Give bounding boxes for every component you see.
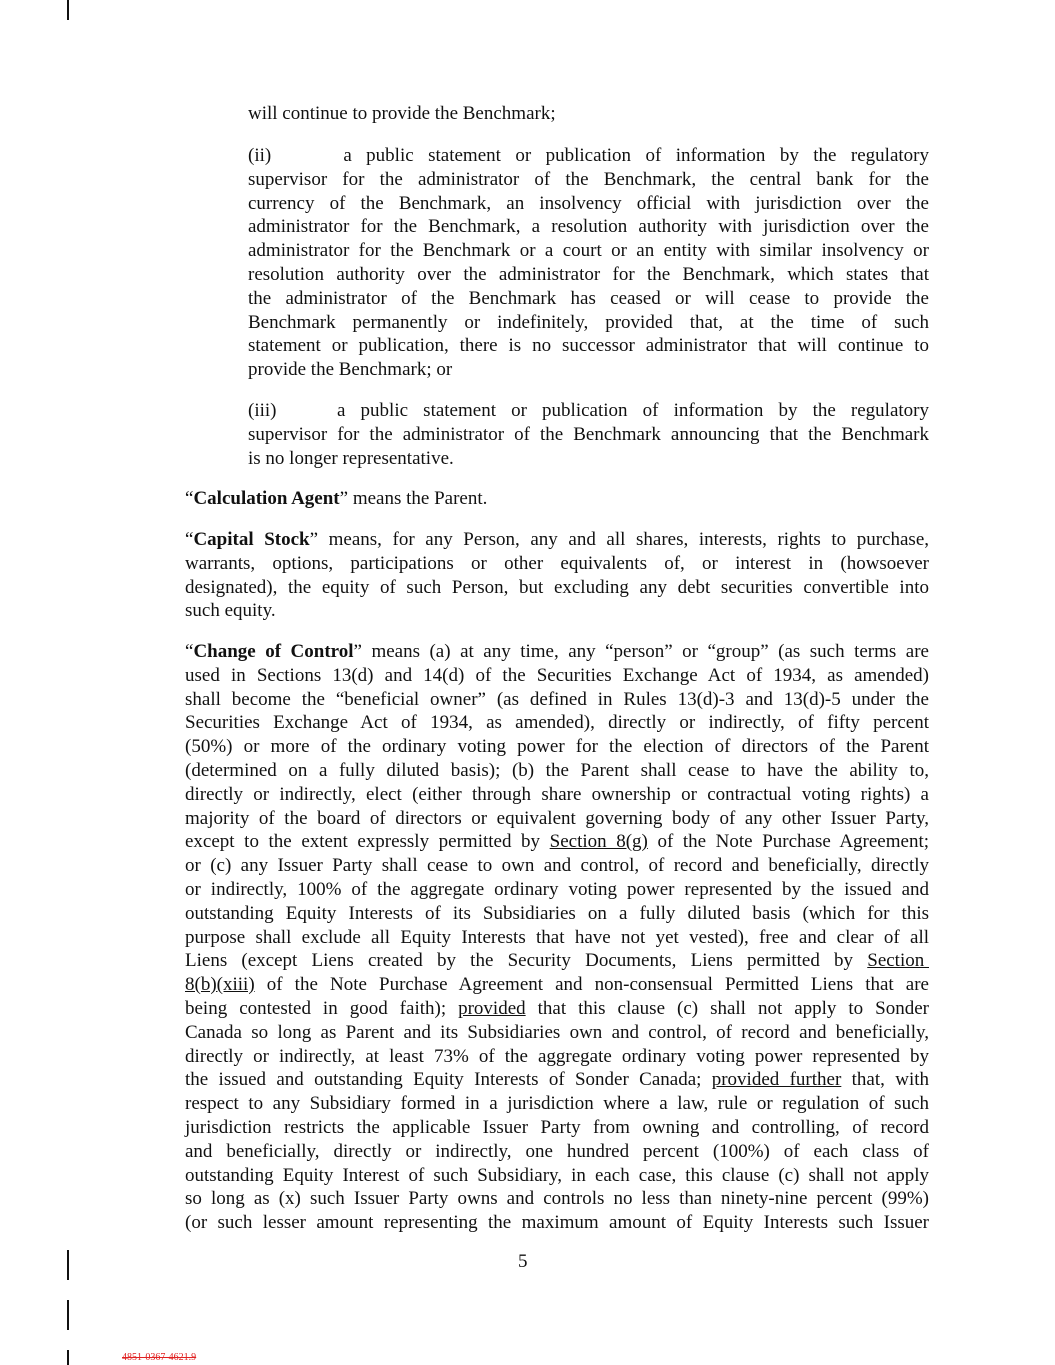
paragraph [185, 487, 929, 511]
text-line [185, 664, 929, 688]
text-line [185, 1116, 929, 1140]
text-run: being contested in good faith); [185, 997, 459, 1019]
text-line [248, 168, 929, 192]
text-line [248, 239, 929, 263]
cross-reference: provided [458, 997, 526, 1019]
text-line [248, 215, 929, 239]
text-line [248, 399, 929, 423]
change-bar [67, 1300, 69, 1330]
paragraph [248, 399, 929, 470]
text-run: outstanding Equity Interests of its Subsidiaries on a fully diluted basis (which for this [185, 902, 929, 924]
paragraph [185, 640, 929, 1235]
text-run: “ [185, 488, 194, 509]
text-run: respect to any Subsidiary formed in a jurisdiction where a law, rule or regulation of such [185, 1093, 929, 1115]
text-run: ” means (a) at any time, any “person” or “group” (as such terms are [353, 641, 929, 662]
text-line [248, 287, 929, 311]
text-run: of the Note Purchase Agreement; [647, 831, 930, 853]
text-run: used in Sections 13(d) and 14(d) of the Securities Exchange Act of 1934, as amended) [185, 664, 929, 686]
text-line [185, 830, 929, 854]
text-line [185, 902, 929, 926]
text-line [185, 1164, 929, 1188]
text-line [185, 640, 929, 664]
paragraph [248, 102, 929, 126]
text-run: (or such lesser amount representing the maximum amount of Equity Interests such Issuer [185, 1212, 929, 1234]
text-run: of the Note Purchase Agreement and non-consensual Permitted Liens that are [254, 974, 929, 996]
text-run: that this clause (c) shall not apply to Sonder [525, 997, 929, 1019]
text-run: “ [185, 641, 194, 662]
text-line [185, 1092, 929, 1116]
text-line [185, 949, 929, 973]
text-line [248, 192, 929, 216]
text-run: ” means the Parent. [339, 488, 488, 509]
text-run: jurisdiction restricts the applicable Issuer Party from owning and controlling, of record [185, 1116, 929, 1138]
text-line [185, 1187, 929, 1211]
text-run: the administrator of the Benchmark has ceased or will cease to provide the [248, 287, 929, 309]
text-line [185, 854, 929, 878]
page-number: 5 [518, 1251, 528, 1272]
text-line [185, 1211, 929, 1235]
text-run: such equity. [185, 600, 276, 622]
text-run: outstanding Equity Interest of such Subsidiary, in each case, this clause (c) shall not apply [185, 1164, 929, 1186]
text-line [248, 423, 929, 447]
text-line [185, 576, 929, 600]
text-line [248, 102, 929, 126]
text-run: supervisor for the administrator of the Benchmark, the central bank for the [248, 168, 929, 190]
text-line [185, 997, 929, 1021]
text-run: resolution authority over the administrator for the Benchmark, which states that [248, 263, 929, 285]
text-line [185, 1045, 929, 1069]
text-line [248, 144, 929, 168]
text-run: the issued and outstanding Equity Interests of Sonder Canada; [185, 1069, 712, 1091]
text-line [185, 783, 929, 807]
text-run: shall become the “beneficial owner” (as defined in Rules 13(d)-3 and 13(d)-5 under the [185, 688, 929, 710]
change-bar [67, 1250, 69, 1280]
document-id: 4851-0367-4621.9 [122, 1352, 197, 1363]
text-line [185, 759, 929, 783]
text-run: administrator for the Benchmark, a resolution authority with jurisdiction over the [248, 216, 929, 238]
text-line [248, 311, 929, 335]
text-run: (iii) a public statement or publication of information by the regulatory [248, 400, 929, 421]
text-run: “ [185, 529, 194, 550]
defined-term: Capital Stock [193, 529, 310, 550]
paragraph [185, 528, 929, 623]
text-run: ” means, for any Person, any and all shares, interests, rights to purchase, [309, 529, 929, 550]
text-run: currency of the Benchmark, an insolvency official with jurisdiction over the [248, 192, 929, 214]
text-run: supervisor for the administrator of the Benchmark announcing that the Benchmark [248, 423, 929, 445]
text-line [185, 1068, 929, 1092]
text-line [185, 807, 929, 831]
text-run: will continue to provide the Benchmark; [248, 103, 556, 124]
text-run: or (c) any Issuer Party shall cease to own and control, of record and beneficially, directly [185, 855, 929, 877]
text-line [248, 263, 929, 287]
cross-reference: Section [867, 950, 929, 972]
text-line [185, 878, 929, 902]
text-run: directly or indirectly, at least 73% of the aggregate ordinary voting power represented by [185, 1045, 929, 1067]
text-line [185, 528, 929, 552]
text-run: is no longer representative. [248, 447, 454, 469]
cross-reference: 8(b)(xiii) [185, 974, 255, 996]
text-line [185, 711, 929, 735]
text-run: so long as (x) such Issuer Party owns and controls no less than ninety-nine percent (99%) [185, 1188, 929, 1210]
text-line [248, 358, 929, 382]
change-bar [67, 0, 69, 20]
paragraph [248, 144, 929, 382]
text-line [185, 1021, 929, 1045]
text-run: warrants, options, participations or other equivalents of, or interest in (howsoever [185, 552, 929, 574]
text-run: Securities Exchange Act of 1934, as amended), directly or indirectly, of fifty percent [185, 712, 929, 734]
text-run: Canada so long as Parent and its Subsidiaries own and control, of record and beneficially, [185, 1021, 929, 1043]
text-run: administrator for the Benchmark or a court or an entity with similar insolvency or [248, 240, 929, 262]
defined-term: Calculation Agent [193, 488, 340, 509]
text-line [185, 487, 929, 511]
text-run: that, with [841, 1069, 929, 1091]
text-run: majority of the board of directors or equivalent governing body of any other Issuer Party, [185, 807, 929, 829]
defined-term: Change of Control [193, 641, 354, 662]
text-line [185, 735, 929, 759]
text-line [248, 334, 929, 358]
text-line [185, 599, 929, 623]
text-line [185, 688, 929, 712]
text-line [248, 447, 929, 471]
cross-reference: provided further [711, 1069, 842, 1091]
text-run: statement or publication, there is no successor administrator that will continue to [248, 335, 929, 357]
text-line [185, 552, 929, 576]
text-run: (ii) a public statement or publication of information by the regulatory [248, 145, 929, 166]
text-line [185, 1140, 929, 1164]
change-bar [67, 1350, 69, 1365]
text-run: (determined on a fully diluted basis); (b) the Parent shall cease to have the ability to, [185, 759, 929, 781]
text-run: Liens (except Liens created by the Security Documents, Liens permitted by [185, 950, 868, 972]
text-run: (50%) or more of the ordinary voting power for the election of directors of the Parent [185, 736, 929, 758]
text-run: except to the extent expressly permitted by [185, 831, 550, 853]
text-run: and beneficially, directly or indirectly, one hundred percent (100%) of each class of [185, 1140, 929, 1162]
text-run: designated), the equity of such Person, but excluding any debt securities convertible into [185, 576, 929, 598]
text-run: directly or indirectly, elect (either through share ownership or contractual voting rights) a [185, 783, 929, 805]
cross-reference: Section 8(g) [549, 831, 648, 853]
text-line [185, 973, 929, 997]
text-line [185, 926, 929, 950]
text-run: provide the Benchmark; or [248, 359, 453, 381]
text-run: purpose shall exclude all Equity Interests that have not yet vested), free and clear of all [185, 926, 929, 948]
text-run: or indirectly, 100% of the aggregate ordinary voting power represented by the issued and [185, 878, 929, 900]
text-run: Benchmark permanently or indefinitely, provided that, at the time of such [248, 311, 929, 333]
